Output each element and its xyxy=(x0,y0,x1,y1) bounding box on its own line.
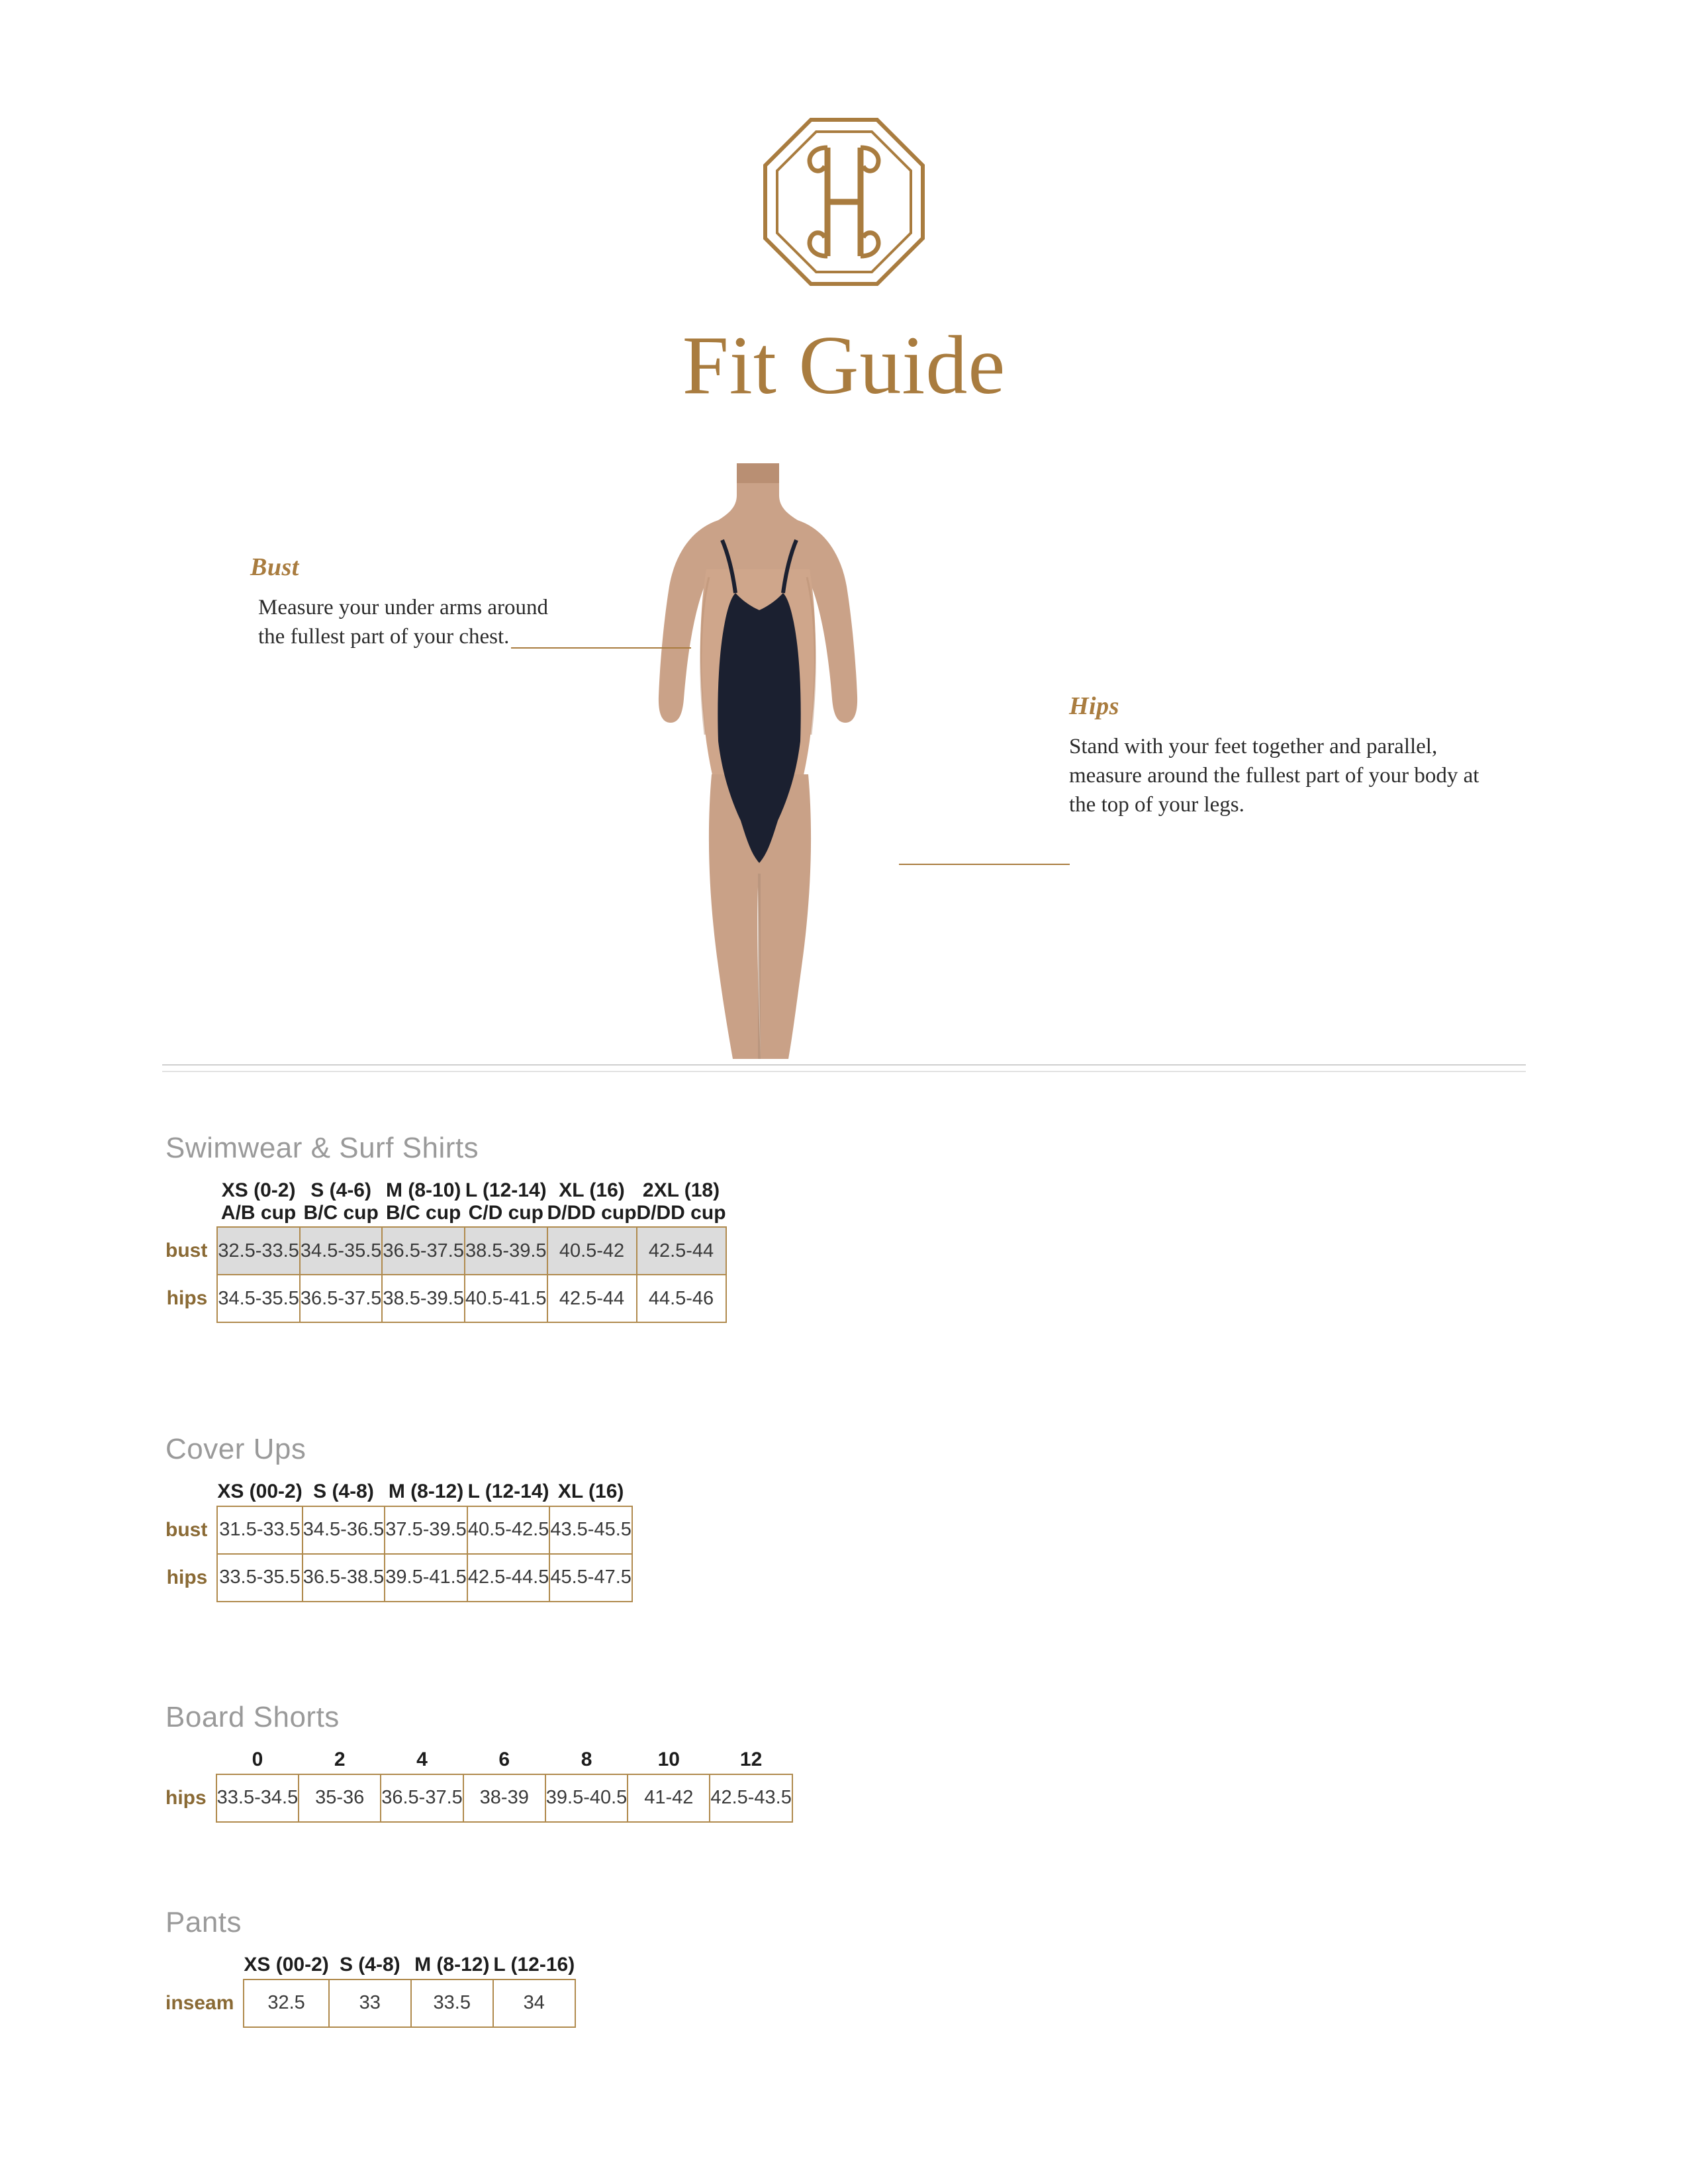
column-header xyxy=(710,1749,792,1774)
column-header-size: L (12-14) xyxy=(465,1179,547,1201)
row-label: hips xyxy=(166,1566,208,1588)
model-illustration xyxy=(619,463,897,1059)
measurement-cell: 33.5 xyxy=(411,1979,493,2027)
measurement-cell: 42.5-43.5 xyxy=(710,1774,792,1822)
size-table xyxy=(165,1954,576,2028)
column-header-size: XS (00-2) xyxy=(217,1480,303,1502)
leader-line-bust xyxy=(511,647,691,649)
measurement-cell: 42.5-44 xyxy=(637,1227,726,1275)
column-header xyxy=(411,1954,493,1979)
measurement-cell: 34.5-35.5 xyxy=(300,1227,383,1275)
column-header-size: 0 xyxy=(252,1749,263,1770)
column-header xyxy=(244,1954,328,1979)
column-header-size: 2 xyxy=(334,1749,346,1770)
column-header-cup: B/C cup xyxy=(386,1201,461,1224)
section-divider xyxy=(162,1064,1526,1066)
row-label: bust xyxy=(165,1240,208,1262)
callout-hips xyxy=(1069,692,1499,820)
size-table xyxy=(165,1749,793,1823)
column-header xyxy=(628,1749,710,1774)
column-header-cup: A/B cup xyxy=(220,1201,297,1224)
measurement-cell: 38.5-39.5 xyxy=(382,1275,465,1322)
column-header xyxy=(299,1749,381,1774)
measurement-cell: 36.5-37.5 xyxy=(381,1774,463,1822)
column-header-size: L (12-16) xyxy=(493,1954,575,1976)
measurement-cell: 42.5-44 xyxy=(547,1275,637,1322)
column-header-size: S (4-8) xyxy=(313,1480,374,1502)
measurement-cell: 33.5-35.5 xyxy=(217,1554,302,1602)
table-row xyxy=(165,1275,726,1322)
column-header-size: L (12-14) xyxy=(467,1480,549,1502)
column-header-size: S (4-8) xyxy=(339,1954,400,1976)
column-header-size: 6 xyxy=(498,1749,510,1770)
column-header-size: 10 xyxy=(657,1749,680,1770)
measurement-cell: 36.5-37.5 xyxy=(382,1227,465,1275)
leader-line-hips xyxy=(899,864,1070,865)
measurement-cell: 36.5-37.5 xyxy=(300,1275,383,1322)
table-row xyxy=(165,1774,792,1822)
measurement-cell: 40.5-42.5 xyxy=(467,1506,550,1554)
column-header-cup: D/DD cup xyxy=(636,1201,726,1224)
measurement-cell: 39.5-41.5 xyxy=(385,1554,467,1602)
callout-hips-body: Stand with your feet together and parallel, measure around the fullest part of your body at the top of your legs. xyxy=(1069,735,1479,817)
measurement-cell: 32.5-33.5 xyxy=(217,1227,300,1275)
measurement-cell: 38.5-39.5 xyxy=(465,1227,547,1275)
column-header xyxy=(547,1179,637,1227)
measurement-cell: 35-36 xyxy=(299,1774,381,1822)
column-header xyxy=(467,1480,550,1506)
column-header xyxy=(216,1749,299,1774)
table-row xyxy=(165,1979,575,2027)
table-row xyxy=(165,1554,632,1602)
hh-monogram-logo xyxy=(761,116,927,288)
measurement-cell: 37.5-39.5 xyxy=(385,1506,467,1554)
table-corner xyxy=(165,1749,216,1774)
callout-hips-heading: Hips xyxy=(1069,692,1119,720)
column-header-size: XS (00-2) xyxy=(244,1954,329,1976)
measurement-cell: 33.5-34.5 xyxy=(216,1774,299,1822)
row-label: hips xyxy=(165,1786,207,1809)
section-title: Board Shorts xyxy=(165,1701,340,1733)
section-title: Swimwear & Surf Shirts xyxy=(165,1132,479,1164)
column-header xyxy=(217,1179,300,1227)
column-header xyxy=(493,1954,575,1979)
section-swimwear xyxy=(165,1132,727,1323)
section-cover-ups xyxy=(165,1433,633,1602)
section-board-shorts xyxy=(165,1701,793,1823)
table-corner xyxy=(165,1954,244,1979)
size-table xyxy=(165,1480,633,1602)
column-header xyxy=(329,1954,411,1979)
column-header-cup: D/DD cup xyxy=(547,1201,637,1224)
measurement-cell: 41-42 xyxy=(628,1774,710,1822)
measurement-cell: 45.5-47.5 xyxy=(549,1554,632,1602)
measurement-cell: 38-39 xyxy=(463,1774,545,1822)
column-header-size: M (8-12) xyxy=(414,1954,490,1976)
column-header-cup: C/D cup xyxy=(468,1201,543,1224)
column-header xyxy=(217,1480,302,1506)
measurement-cell: 40.5-42 xyxy=(547,1227,637,1275)
measurement-cell: 31.5-33.5 xyxy=(217,1506,302,1554)
column-header xyxy=(465,1179,547,1227)
column-header xyxy=(549,1480,632,1506)
callout-bust xyxy=(250,553,561,652)
column-header-size: XL (16) xyxy=(557,1480,624,1502)
measurement-cell: 34 xyxy=(493,1979,575,2027)
column-header xyxy=(463,1749,545,1774)
column-header-size: M (8-10) xyxy=(386,1179,461,1201)
measurement-cell: 33 xyxy=(329,1979,411,2027)
row-label: inseam xyxy=(165,1991,234,2014)
table-row xyxy=(165,1506,632,1554)
section-title: Pants xyxy=(165,1906,242,1938)
measurement-cell: 43.5-45.5 xyxy=(549,1506,632,1554)
measurement-cell: 40.5-41.5 xyxy=(465,1275,547,1322)
column-header xyxy=(300,1179,383,1227)
column-header-size: XS (0-2) xyxy=(221,1179,296,1201)
size-table xyxy=(165,1179,727,1323)
table-corner xyxy=(165,1179,217,1227)
measurement-cell: 36.5-38.5 xyxy=(303,1554,385,1602)
column-header-size: 12 xyxy=(739,1749,763,1770)
table-corner xyxy=(165,1480,217,1506)
measurement-cell: 34.5-35.5 xyxy=(217,1275,300,1322)
column-header xyxy=(381,1749,463,1774)
column-header xyxy=(637,1179,726,1227)
column-header-size: XL (16) xyxy=(559,1179,625,1201)
row-label: hips xyxy=(166,1287,208,1310)
row-label: bust xyxy=(165,1518,208,1541)
column-header-size: 2XL (18) xyxy=(642,1179,720,1201)
column-header-size: S (4-6) xyxy=(310,1179,371,1201)
column-header xyxy=(545,1749,628,1774)
table-row xyxy=(165,1227,726,1275)
section-title: Cover Ups xyxy=(165,1433,306,1465)
column-header xyxy=(382,1179,465,1227)
section-divider-secondary xyxy=(162,1071,1526,1072)
column-header xyxy=(385,1480,467,1506)
section-pants xyxy=(165,1906,576,2028)
column-header-cup: B/C cup xyxy=(303,1201,379,1224)
page-title: Fit Guide xyxy=(682,320,1006,412)
brand-logo xyxy=(0,116,1688,288)
column-header xyxy=(303,1480,385,1506)
column-header-size: 4 xyxy=(416,1749,428,1770)
measurement-cell: 32.5 xyxy=(244,1979,328,2027)
column-header-size: M (8-12) xyxy=(388,1480,464,1502)
column-header-size: 8 xyxy=(581,1749,592,1770)
measurement-cell: 42.5-44.5 xyxy=(467,1554,550,1602)
callout-bust-heading: Bust xyxy=(250,553,299,581)
measurement-cell: 44.5-46 xyxy=(637,1275,726,1322)
measurement-cell: 39.5-40.5 xyxy=(545,1774,628,1822)
callout-bust-body: Measure your under arms around the fullest part of your chest. xyxy=(258,596,549,649)
measurement-cell: 34.5-36.5 xyxy=(303,1506,385,1554)
